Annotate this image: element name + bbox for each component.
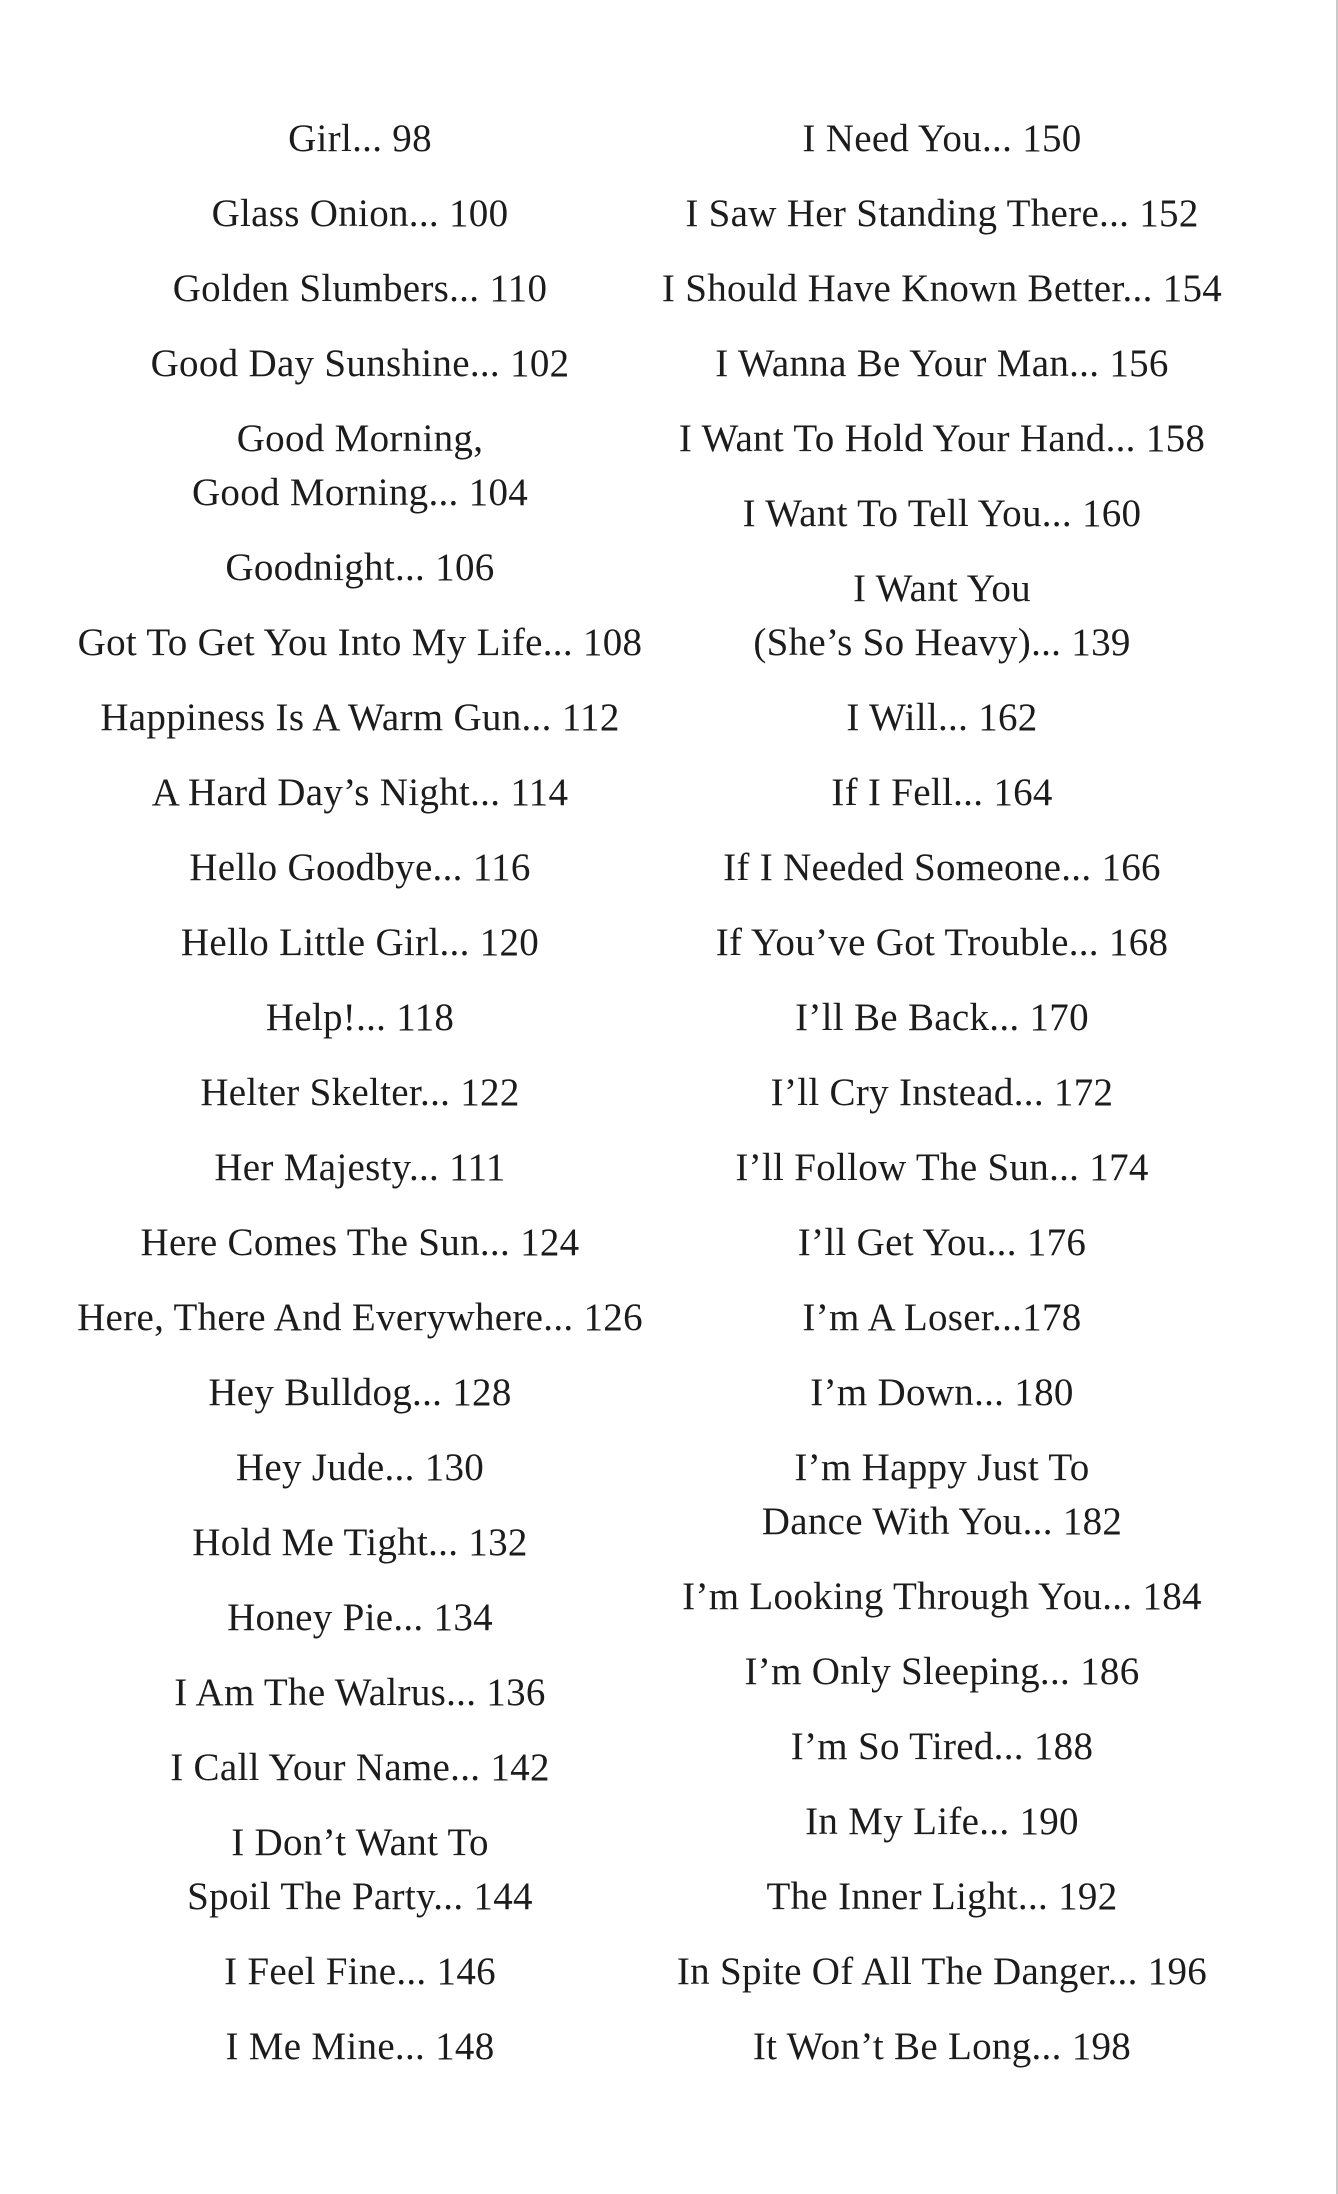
index-entry-line: Dance With You... 182	[761, 1500, 1123, 1543]
index-entry	[685, 187, 1198, 241]
index-entry	[173, 262, 548, 316]
index-entry	[212, 187, 509, 241]
index-entry	[846, 691, 1037, 745]
index-entry-line: (She’s So Heavy)... 139	[753, 621, 1131, 664]
index-entry-line: If I Needed Someone... 166	[723, 846, 1161, 889]
index-entry-line: It Won’t Be Long... 198	[752, 2025, 1132, 2068]
index-entry	[288, 112, 432, 166]
index-entry-line: I Should Have Known Better... 154	[661, 267, 1223, 310]
index-entry	[225, 541, 494, 595]
index-entry-line: I Will... 162	[846, 696, 1038, 739]
index-entry-line: If You’ve Got Trouble... 168	[715, 921, 1169, 964]
index-entry-line: I Call Your Name... 142	[170, 1746, 550, 1789]
index-entry	[662, 262, 1222, 316]
index-entry-line: I Wanna Be Your Man... 156	[715, 342, 1169, 385]
right-column	[632, 112, 1252, 2095]
index-entry	[677, 1945, 1207, 1999]
index-entry-line: In My Life... 190	[805, 1800, 1079, 1843]
index-entry	[723, 841, 1161, 895]
left-column	[50, 112, 670, 2095]
index-entry	[208, 1366, 511, 1420]
index-entry	[802, 112, 1081, 166]
index-entry-line: I Need You... 150	[802, 117, 1082, 160]
index-entry	[831, 766, 1052, 820]
index-entry	[798, 1216, 1086, 1270]
index-entry-line: Hello Goodbye... 116	[189, 846, 531, 889]
index-entry-line: Good Morning,	[236, 417, 484, 460]
index-entry	[224, 1945, 496, 1999]
index-entry-line: Hey Bulldog... 128	[208, 1371, 512, 1414]
index-entry-line: If I Fell... 164	[831, 771, 1053, 814]
index-entry-line: I’ll Follow The Sun... 174	[735, 1146, 1149, 1189]
index-entry	[78, 616, 643, 670]
index-entry-line: Goodnight... 106	[225, 546, 495, 589]
index-entry	[225, 2020, 494, 2074]
index-entry	[715, 337, 1169, 391]
index-entry-line: I Want To Hold Your Hand... 158	[678, 417, 1206, 460]
index-entry-line: I’m So Tired... 188	[790, 1725, 1094, 1768]
index-entry-line: Hey Jude... 130	[235, 1446, 485, 1489]
index-entry-line: In Spite Of All The Danger... 196	[676, 1950, 1208, 1993]
index-entry	[753, 2020, 1131, 2074]
index-entry-line: Glass Onion... 100	[211, 192, 509, 235]
index-entry	[189, 841, 530, 895]
index-entry-line: I’m A Loser...178	[802, 1296, 1082, 1339]
index-entry	[170, 1741, 550, 1795]
index-entry-line: I Saw Her Standing There... 152	[685, 192, 1199, 235]
index-entry-line: I Want To Tell You... 160	[742, 492, 1142, 535]
index-entry-line: Helter Skelter... 122	[200, 1071, 520, 1114]
index-entry-line: Hello Little Girl... 120	[180, 921, 540, 964]
index-entry-line: I’m Down... 180	[810, 1371, 1074, 1414]
index-entry-line: Spoil The Party... 144	[187, 1875, 533, 1918]
index-entry	[762, 1441, 1122, 1549]
index-entry-line: Girl... 98	[288, 117, 432, 160]
index-entry	[192, 412, 528, 520]
index-entry	[77, 1291, 643, 1345]
index-entry	[679, 412, 1205, 466]
index-entry	[200, 1066, 519, 1120]
index-entry-line: The Inner Light... 192	[766, 1875, 1118, 1918]
index-entry	[174, 1666, 545, 1720]
index-entry	[227, 1591, 493, 1645]
index-entry	[682, 1570, 1202, 1624]
index-entry	[151, 337, 570, 391]
index-entry	[805, 1795, 1079, 1849]
index-entry	[100, 691, 619, 745]
index-entry-line: Honey Pie... 134	[227, 1596, 493, 1639]
index-entry	[771, 1066, 1114, 1120]
index-entry	[266, 991, 454, 1045]
index-entry-line: Here Comes The Sun... 124	[140, 1221, 580, 1264]
index-entry-line: Happiness Is A Warm Gun... 112	[100, 696, 620, 739]
index-entry	[745, 1645, 1140, 1699]
index-entry-line: I Feel Fine... 146	[224, 1950, 496, 1993]
index-entry-line: I Am The Walrus... 136	[174, 1671, 546, 1714]
index-entry-line: A Hard Day’s Night... 114	[151, 771, 569, 814]
index-entry	[802, 1291, 1081, 1345]
index-entry	[236, 1441, 484, 1495]
index-entry-line: I Want You	[853, 567, 1031, 610]
index-entry	[141, 1216, 580, 1270]
index-entry	[766, 1870, 1117, 1924]
index-entry	[810, 1366, 1073, 1420]
index-entry-line: I’m Only Sleeping... 186	[744, 1650, 1140, 1693]
index-entry-line: I’m Happy Just To	[794, 1446, 1090, 1489]
index-entry-line: Good Morning... 104	[191, 471, 529, 514]
index-entry-line: I’ll Cry Instead... 172	[770, 1071, 1114, 1114]
index-entry-line: Hold Me Tight... 132	[192, 1521, 528, 1564]
index-entry-line: Good Day Sunshine... 102	[150, 342, 570, 385]
index-entry-line: Help!... 118	[265, 996, 455, 1039]
index-entry-line: I’m Looking Through You... 184	[682, 1575, 1202, 1618]
index-entry-line: I’ll Be Back... 170	[795, 996, 1089, 1039]
index-entry	[716, 916, 1169, 970]
index-entry-line: Here, There And Everywhere... 126	[77, 1296, 643, 1339]
index-entry	[791, 1720, 1094, 1774]
index-entry	[735, 1141, 1148, 1195]
index-entry	[214, 1141, 505, 1195]
index-entry	[187, 1816, 533, 1924]
index-entry	[795, 991, 1089, 1045]
index-entry	[743, 487, 1142, 541]
index-entry	[152, 766, 569, 820]
index-entry-line: Golden Slumbers... 110	[172, 267, 548, 310]
index-entry-line: I Me Mine... 148	[225, 2025, 495, 2068]
index-entry	[192, 1516, 527, 1570]
index-entry	[181, 916, 539, 970]
index-entry	[753, 562, 1130, 670]
index-entry-line: Got To Get You Into My Life... 108	[77, 621, 643, 664]
index-entry-line: Her Majesty... 111	[214, 1146, 506, 1189]
index-entry-line: I’ll Get You... 176	[797, 1221, 1087, 1264]
index-entry-line: I Don’t Want To	[231, 1821, 489, 1864]
